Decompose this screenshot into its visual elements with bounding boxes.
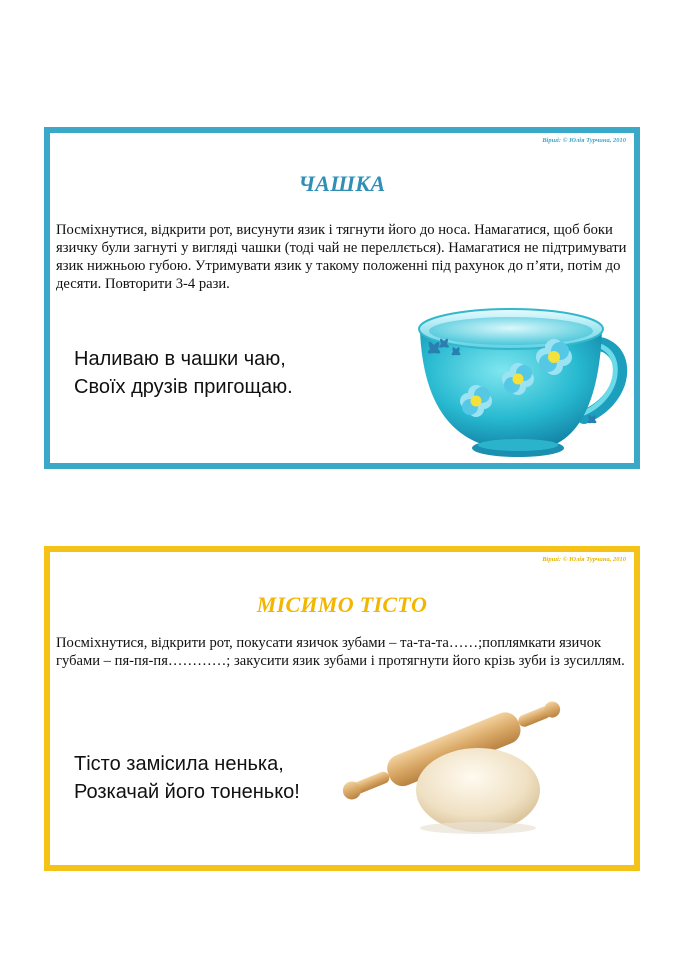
- card-title: ЧАШКА: [298, 171, 386, 196]
- verse-line: Наливаю в чашки чаю,: [74, 348, 286, 370]
- card-dough: [44, 546, 640, 871]
- card-title: МІСИМО ТІСТО: [256, 592, 428, 617]
- credit-text: Вірші: © Юлія Турчина, 2010: [542, 556, 626, 563]
- rolling-pin-and-dough-illustration: [332, 690, 570, 836]
- instruction-text: Посміхнутися, відкрити рот, висунути язик і тягнути його до носа. Намагатися, щоб боки язичку були загнуті у вигляді чашки (тоді чай не переллється). Намагатися не підтримувати язик нижньою губою. Утримувати язик у такому положенні під рахунок до п’яти, потім до десяти. Повторити 3-4 рази.: [56, 222, 627, 292]
- verse-line: Розкачай його тоненько!: [74, 781, 300, 803]
- verse-line: Тісто замісила ненька,: [74, 753, 284, 775]
- verse: [74, 750, 300, 806]
- teacup-illustration: [414, 305, 636, 467]
- dough-ball-icon: [416, 748, 540, 832]
- verse: [74, 345, 293, 401]
- credit-text: Вірші: © Юлія Турчина, 2010: [542, 137, 626, 144]
- card-cup: [44, 127, 640, 469]
- instruction-text: Посміхнутися, відкрити рот, покусати язичок зубами – та-та-та……;поплямкати язичок губами – пя-пя-пя…………; закусити язик зубами і протягнути його крізь зуби із зусиллям.: [56, 635, 625, 669]
- verse-line: Своїх друзів пригощаю.: [74, 376, 293, 398]
